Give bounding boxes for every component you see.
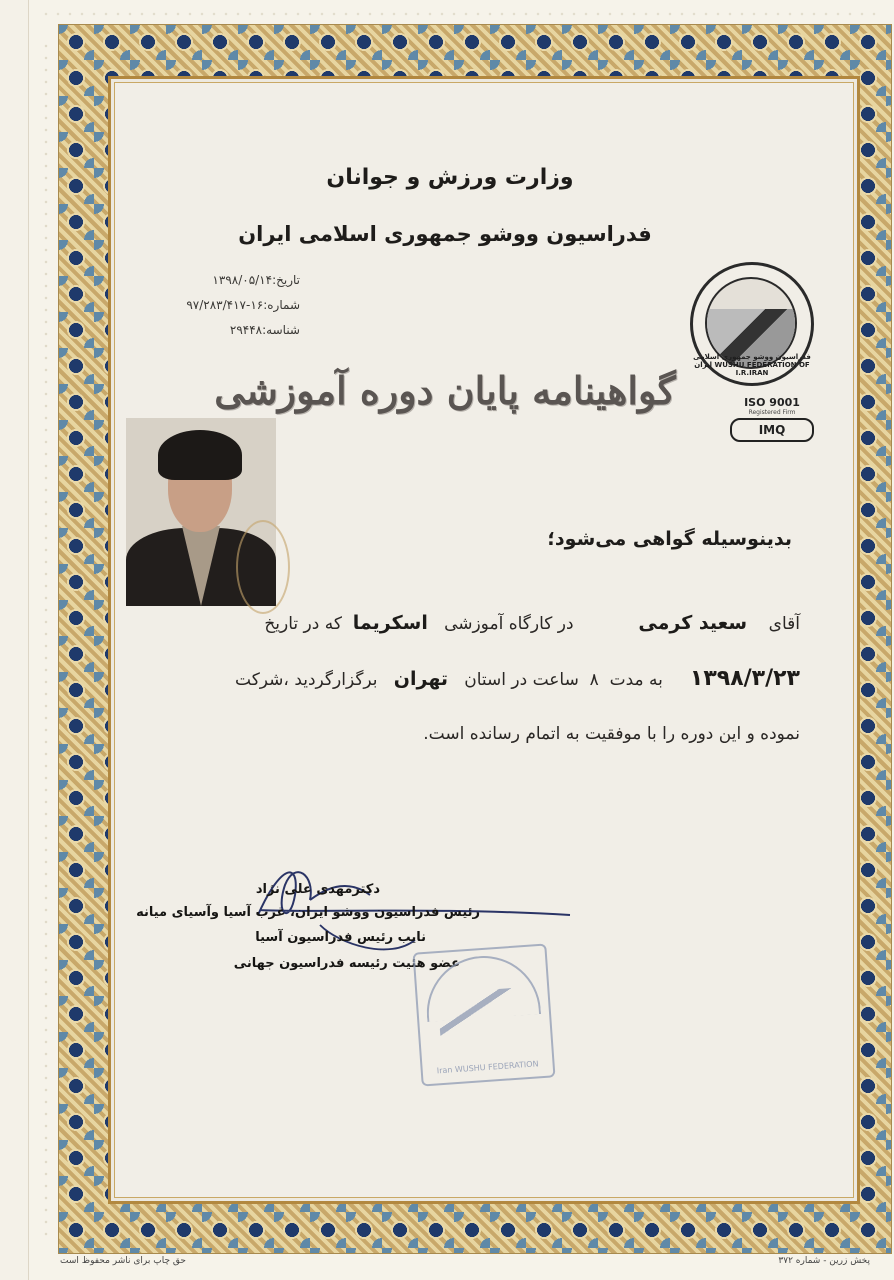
body-line-3: نموده و این دوره را با موفقیت به اتمام رسانده است.: [423, 724, 800, 744]
iso-sub-label: Registered Firm: [748, 409, 796, 416]
ministry-heading: وزارت ورزش و جوانان: [326, 165, 574, 190]
on-date-label: که در تاریخ: [264, 614, 342, 634]
footer-copyright: حق چاپ برای ناشر محفوظ است: [60, 1256, 186, 1266]
reference-date: تاریخ:۱۳۹۸/۰۵/۱۴: [212, 273, 300, 287]
workshop-name: اسکریما: [352, 612, 428, 634]
province-name: تهران: [393, 668, 448, 690]
seal-text: فدراسیون ووشو جمهوری اسلامی ایران WUSHU FEDERATION OF I.R.IRAN: [693, 353, 811, 377]
signatory-role-3: عضو هئیت رئیسه فدراسیون جهانی: [233, 956, 460, 971]
held-label: برگزارگردید ،شرکت: [235, 670, 378, 690]
dotted-margin: [40, 40, 52, 1240]
mr-label: آقای: [768, 614, 800, 634]
iso-label: ISO 9001: [744, 396, 800, 409]
signatory-name: دکترمهدی علی نژاد: [255, 882, 380, 897]
course-hours: ۸: [589, 670, 599, 690]
certify-statement: بدینوسیله گواهی می‌شود؛: [547, 528, 792, 550]
signatory-role-2: نایب رئیس فدراسیون آسیا: [255, 930, 426, 945]
footer-publisher: پخش زرین - شماره ۳۷۲: [778, 1256, 870, 1266]
reference-block: [150, 268, 300, 343]
signatory-role-1: رئیس فدراسیون ووشو ایران، غرب آسیا وآسیای میانه: [136, 905, 480, 920]
holder-name: سعید کرمی: [638, 612, 748, 634]
workshop-label: در کارگاه آموزشی: [444, 614, 574, 634]
reference-number: شماره:۱۶-۹۷/۲۸۳/۴۱۷: [186, 298, 300, 312]
duration-label: به مدت: [609, 670, 663, 690]
reference-id: شناسه:۲۹۴۴۸: [229, 323, 300, 337]
imq-badge: IMQ: [730, 418, 814, 442]
dotted-margin-top: [40, 8, 880, 20]
photo-stamp-mark: [236, 520, 290, 614]
hours-label: ساعت در استان: [464, 670, 579, 690]
federation-seal-logo: [690, 262, 814, 386]
body-line-1: [206, 612, 800, 634]
certificate-title: گواهینامه پایان دوره آموزشی: [214, 368, 676, 413]
course-date: ۱۳۹۸/۳/۲۳: [689, 666, 800, 691]
stamp-text: Iran WUSHU FEDERATION: [436, 1059, 539, 1076]
federation-heading: فدراسیون ووشو جمهوری اسلامی ایران: [238, 222, 652, 246]
body-line-2: [184, 666, 800, 691]
official-stamp: [412, 943, 555, 1086]
